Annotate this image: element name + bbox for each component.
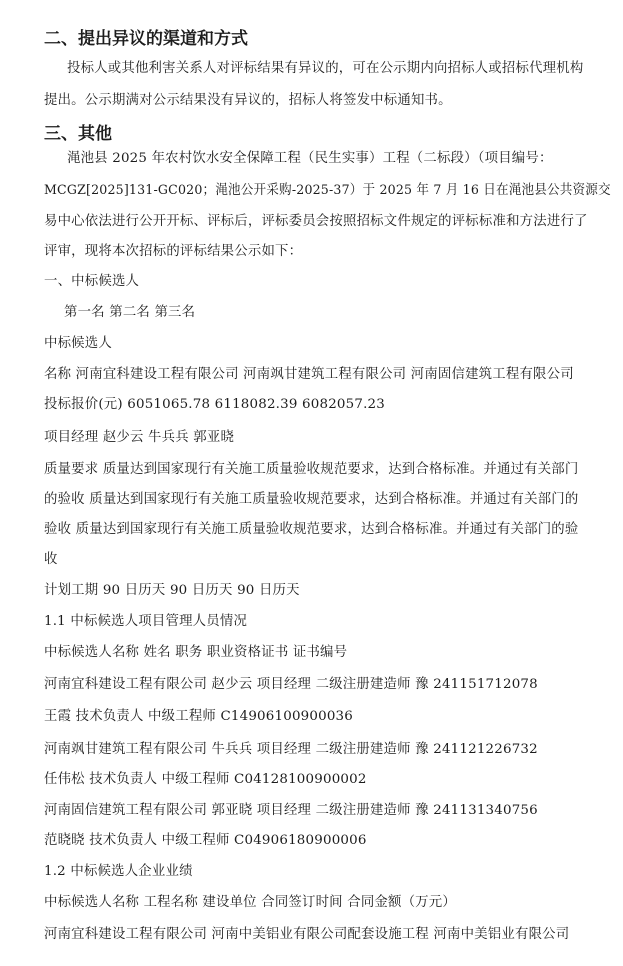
staff-row: 河南飒甘建筑工程有限公司 牛兵兵 项目经理 二级注册建造师 豫 241121226732: [44, 742, 538, 757]
quality-line-4: 收: [44, 552, 58, 567]
performance-row: 河南宜科建设工程有限公司 河南中美铝业有限公司配套设施工程 河南中美铝业有限公司: [44, 927, 570, 942]
staff-row: 范晓晓 技术负责人 中级工程师 C04906180900006: [44, 833, 367, 848]
candidate-label: 中标候选人: [44, 336, 112, 351]
objection-paragraph-line-2: 提出。公示期满对公示结果没有异议的，招标人将签发中标通知书。: [44, 93, 452, 108]
heading-other: 三、其他: [44, 124, 112, 144]
intro-paragraph-line-1: 渑池县 2025 年农村饮水安全保障工程（民生实事）工程（二标段）（项目编号：: [67, 151, 553, 166]
schedule-row: 计划工期 90 日历天 90 日历天 90 日历天: [44, 583, 300, 598]
intro-paragraph-line-4: 评审，现将本次招标的评标结果公示如下：: [44, 244, 303, 259]
section-1-2-title: 1.2 中标候选人企业业绩: [44, 864, 193, 879]
staff-table-header: 中标候选人名称 姓名 职务 职业资格证书 证书编号: [44, 645, 348, 660]
objection-paragraph-line-1: 投标人或其他利害关系人对评标结果有异议的，可在公示期内向招标人或招标代理机构: [67, 61, 584, 76]
intro-paragraph-line-2: MCGZ[2025]131-GC020；渑池公开采购-2025-37）于 2025 年 7 月 16 日在渑池县公共资源交: [44, 183, 611, 198]
quality-line-3: 验收 质量达到国家现行有关施工质量验收规范要求，达到合格标准。并通过有关部门的验: [44, 522, 579, 537]
candidate-names-row: 名称 河南宜科建设工程有限公司 河南飒甘建筑工程有限公司 河南固信建筑工程有限公司: [44, 367, 574, 382]
quality-line-1: 质量要求 质量达到国家现行有关施工质量验收规范要求，达到合格标准。并通过有关部门: [44, 462, 579, 477]
heading-objection-channels: 二、提出异议的渠道和方式: [44, 29, 248, 49]
staff-row: 王霞 技术负责人 中级工程师 C14906100900036: [44, 709, 353, 724]
quality-line-2: 的验收 质量达到国家现行有关施工质量验收规范要求，达到合格标准。并通过有关部门的: [44, 492, 579, 507]
rank-header: 第一名 第二名 第三名: [64, 305, 196, 320]
section-1-1-title: 1.1 中标候选人项目管理人员情况: [44, 614, 248, 629]
staff-row: 任伟松 技术负责人 中级工程师 C04128100900002: [44, 772, 367, 787]
staff-row: 河南固信建筑工程有限公司 郭亚晓 项目经理 二级注册建造师 豫 241131340756: [44, 803, 538, 818]
performance-table-header: 中标候选人名称 工程名称 建设单位 合同签订时间 合同金额（万元）: [44, 895, 456, 910]
project-manager-row: 项目经理 赵少云 牛兵兵 郭亚晓: [44, 430, 235, 445]
intro-paragraph-line-3: 易中心依法进行公开开标、评标后，评标委员会按照招标文件规定的评标标准和方法进行了: [44, 214, 588, 229]
bid-price-row: 投标报价(元) 6051065.78 6118082.39 6082057.23: [44, 397, 385, 412]
staff-row: 河南宜科建设工程有限公司 赵少云 项目经理 二级注册建造师 豫 241151712078: [44, 677, 538, 692]
section-candidates-title: 一、中标候选人: [44, 274, 140, 289]
